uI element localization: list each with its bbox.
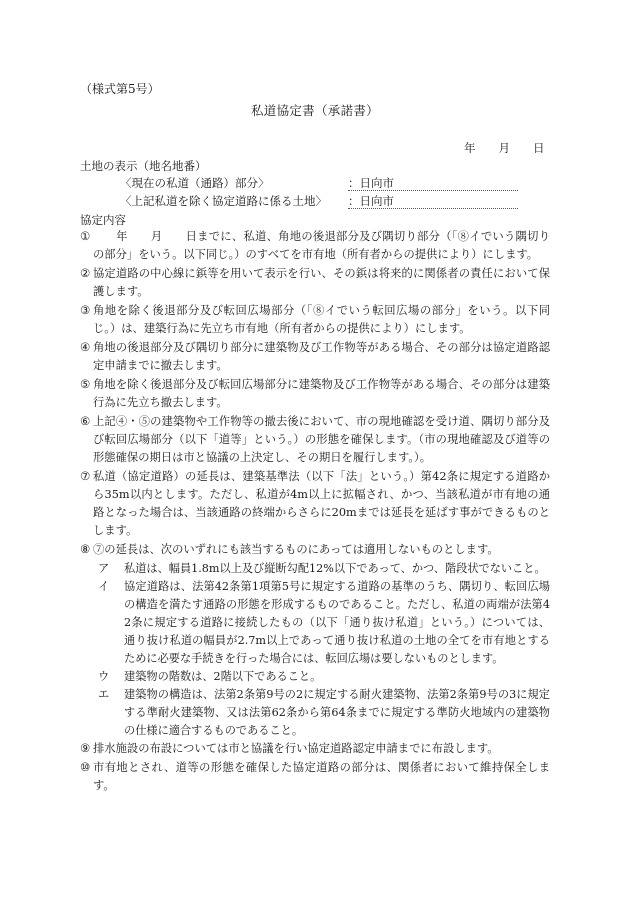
item-text: 角地を除く後退部分及び転回広場部分（「⑧イでいう転回広場の部分」をいう。以下同じ。）は、建築行為に先立ち市有地（所有者からの提供により）にします。 xyxy=(93,304,550,335)
date-line: 年 月 日 xyxy=(464,141,545,155)
land-row-label: 〈上記私道を除く協定道路に係る土地〉 xyxy=(120,194,327,208)
list-item xyxy=(80,740,550,758)
land-row-value[interactable]: ：日向市 xyxy=(348,175,518,191)
list-item xyxy=(80,468,550,540)
item-text: ⑦の延長は、次のいずれにも該当するものにあっては適用しないものとします。 xyxy=(93,543,499,556)
sub-item xyxy=(98,578,550,668)
list-item xyxy=(80,228,550,264)
item-text: 年 月 日までに、私道、角地の後退部分及び隅切り部分（「⑧イでいう隅切りの部分」をいう。以下同じ。）のすべてを市有地（所有者からの提供により）にします。 xyxy=(93,230,550,261)
land-row-agreement-land xyxy=(120,193,520,211)
list-item xyxy=(80,541,550,559)
sub-item xyxy=(98,560,550,578)
content-heading: 協定内容 xyxy=(80,213,126,227)
item-number: ⑦ xyxy=(80,470,91,483)
land-row-value[interactable]: ：日向市 xyxy=(348,193,518,209)
item-text: 協定道路の中心線に鋲等を用いて表示を行い、その鋲は将来的に関係者の責任において保護します。 xyxy=(93,267,550,298)
sub-item xyxy=(98,668,550,686)
sub-item-mark: エ xyxy=(98,688,110,701)
item-number: ⑧ xyxy=(80,543,91,556)
item-text: 市有地とされ、道等の形態を確保した協定道路の部分は、関係者において維持保全します。 xyxy=(93,761,550,792)
form-number: （様式第5号） xyxy=(80,82,160,96)
sub-item xyxy=(98,686,550,740)
list-item xyxy=(80,413,550,467)
item-number: ④ xyxy=(80,341,91,354)
item-number: ⑤ xyxy=(80,378,91,391)
land-row-current-road xyxy=(120,175,520,193)
agreement-items xyxy=(80,228,550,796)
list-item xyxy=(80,339,550,375)
list-item xyxy=(80,265,550,301)
land-heading: 土地の表示（地名地番） xyxy=(80,159,207,173)
item-number: ① xyxy=(80,230,91,243)
item-number: ⑩ xyxy=(80,761,91,774)
item-text: 私道（協定道路）の延長は、建築基準法（以下「法」という。）第42条に規定する道路から35m以内とします。ただし、私道が4m以上に拡幅され、かつ、当該私道が市有地の通路となった場合は、当該通路の終端からさらに20mまでは延長を延ばす事ができるものとします。 xyxy=(93,470,550,537)
item-text: 上記④・⑤の建築物や工作物等の撤去後において、市の現地確認を受け道、隅切り部分及び転回広場部分（以下「道等」という。）の形態を確保します。（市の現地確認及び道等の形態確保の期日は市と協議の上決定し、その期日を履行します。）。 xyxy=(93,415,550,464)
item-text: 排水施設の布設については市と協議を行い協定道路認定申請までに布設します。 xyxy=(93,742,499,755)
item-number: ③ xyxy=(80,304,91,317)
item-text: 角地を除く後退部分及び転回広場部分に建築物及び工作物等がある場合、その部分は建築行為に先立ち撤去します。 xyxy=(93,378,550,409)
list-item xyxy=(80,376,550,412)
sub-item-mark: ウ xyxy=(98,670,110,683)
document-title: 私道協定書（承諾書） xyxy=(250,103,379,118)
item-number: ② xyxy=(80,267,91,280)
sub-item-text: 建築物の構造は、法第2条第9号の2に規定する耐火建築物、法第2条第9号の3に規定する準耐火建築物、又は法第62条から第64条までに規定する準防火地域内の建築物の仕様に適合するものであること。 xyxy=(124,688,550,737)
sub-item-text: 協定道路は、法第42条第1項第5号に規定する道路の基準のうち、隅切り、転回広場の構造を満たす通路の形態を形成するものであること。ただし、私道の両端が法第42条に規定する道路に接続したもの（以下「通り抜け私道」という。）については、通り抜け私道の幅員が2.7m以上であって通り抜け私道の土地の全てを市有地とするために必要な手続きを行った場合には、転回広場は要しないものとします。 xyxy=(124,580,550,665)
sub-item-text: 建築物の階数は、2階以下であること。 xyxy=(124,670,322,683)
sub-item-mark: イ xyxy=(98,580,110,593)
land-row-label: 〈現在の私道（通路）部分〉 xyxy=(120,176,270,190)
list-item xyxy=(80,302,550,338)
sub-item-mark: ア xyxy=(98,562,110,575)
item-text: 角地の後退部分及び隅切り部分に建築物及び工作物等がある場合、その部分は協定道路認定申請までに撤去します。 xyxy=(93,341,550,372)
item-number: ⑥ xyxy=(80,415,91,428)
sub-item-text: 私道は、幅員1.8m以上及び縦断勾配12%以下であって、かつ、階段状でないこと。 xyxy=(124,562,546,575)
list-item xyxy=(80,759,550,795)
item-number: ⑨ xyxy=(80,742,91,755)
